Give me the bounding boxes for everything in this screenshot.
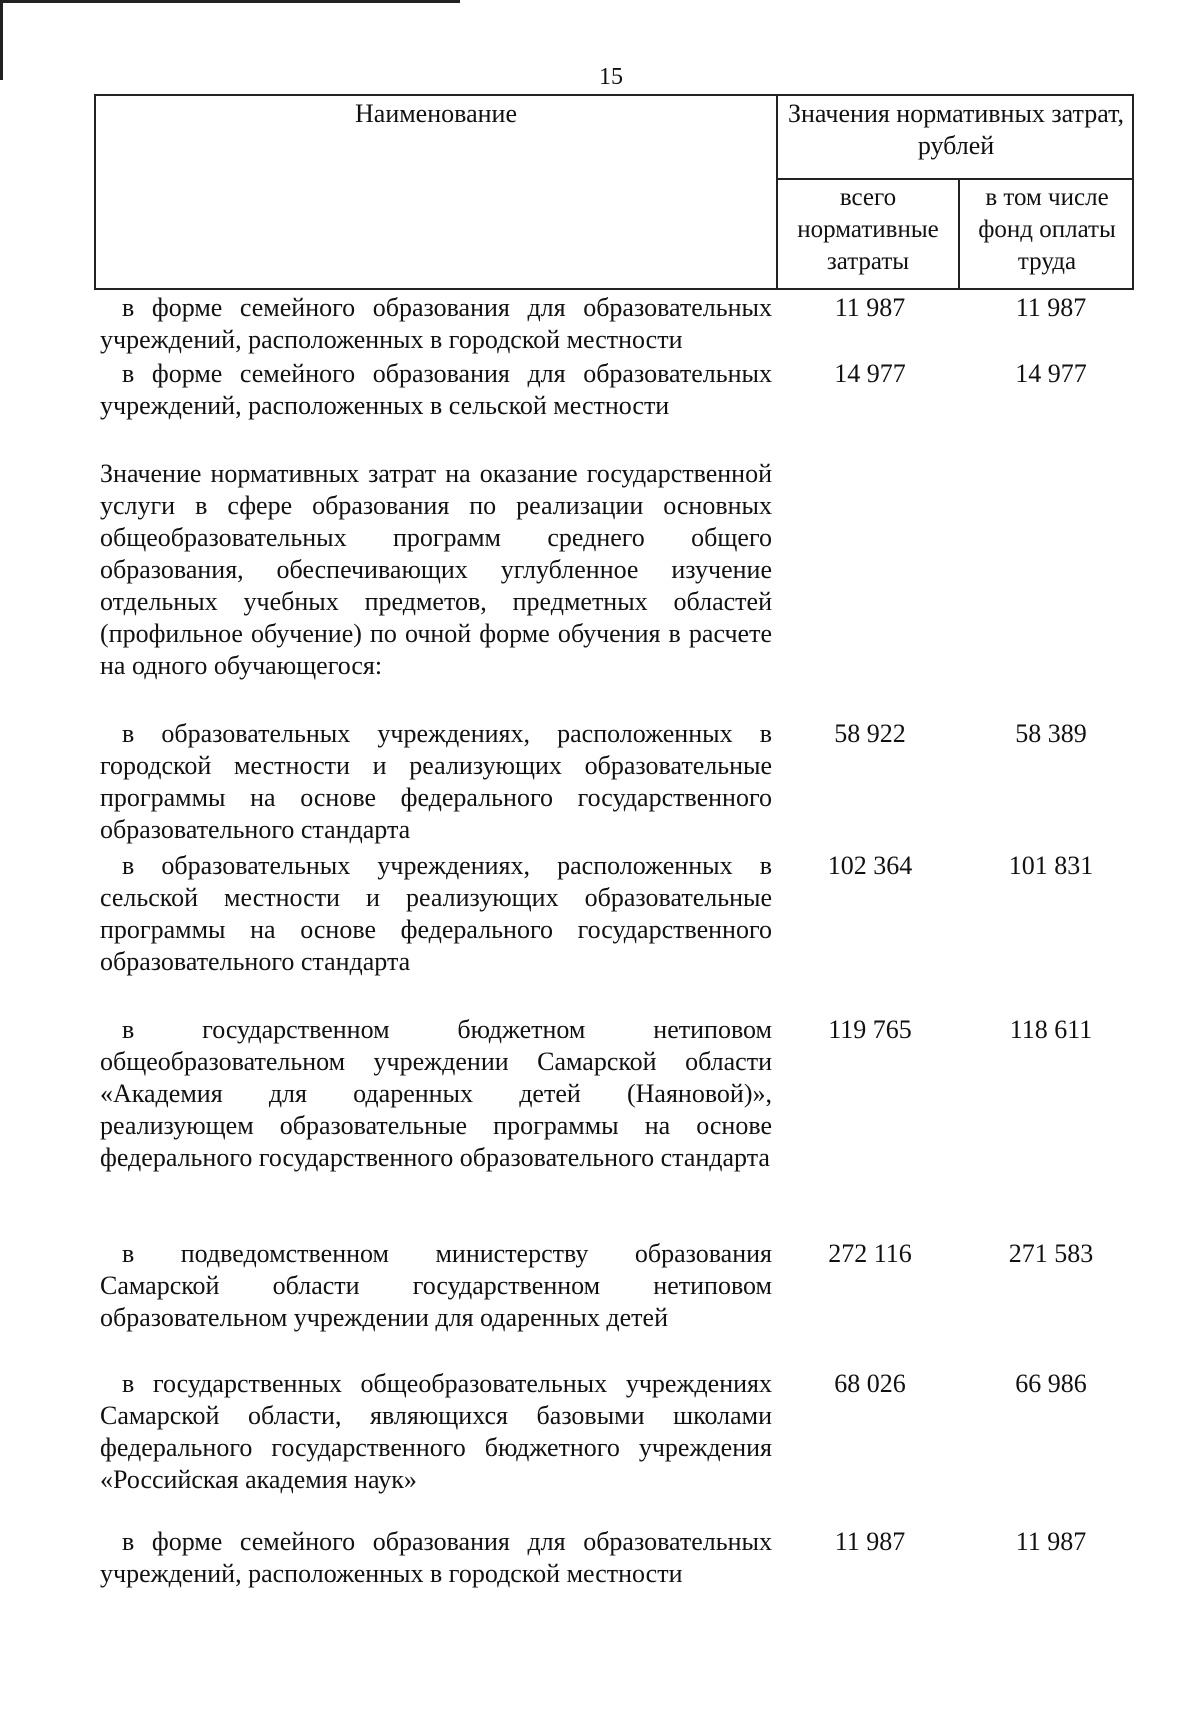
- row-name: в государственных общеобразовательных учреждениях Самарской области, являющихся базовыми школами федерального государственного бюджетного учреждения «Российская академия наук»: [100, 1369, 772, 1494]
- row-name: в форме семейного образования для образовательных учреждений, расположенных в городской местности: [100, 1527, 772, 1588]
- page-number: 15: [599, 64, 623, 90]
- row-name: в образовательных учреждениях, расположенных в городской местности и реализующих образовательные программы на основе федерального государственного образовательного стандарта: [100, 719, 772, 844]
- row-name: в образовательных учреждениях, расположенных в сельской местности и реализующих образовательные программы на основе федерального государственного образовательного стандарта: [100, 851, 772, 976]
- scan-edge-line: [0, 0, 460, 3]
- row-wage: 11 987: [1015, 1527, 1087, 1556]
- row-total: 14 977: [834, 359, 906, 388]
- row-name: в форме семейного образования для образовательных учреждений, расположенных в сельской местности: [100, 359, 772, 420]
- row-wage: 11 987: [1015, 293, 1087, 322]
- row-total: 11 987: [834, 1527, 906, 1556]
- row-total: 11 987: [834, 293, 906, 322]
- section-heading: Значение нормативных затрат на оказание государственной услуги в сфере образования по реализации основных общеобразовательных программ среднего общего образования, обеспечивающих углубленное изучение отдельных учебных предметов, предметных областей (профильное обучение) по очной форме обучения в расчете на одного обучающегося:: [100, 459, 772, 680]
- row-name: в форме семейного образования для образовательных учреждений, расположенных в городской местности: [100, 293, 772, 354]
- row-wage: 58 389: [1015, 719, 1087, 748]
- row-name: в государственном бюджетном нетиповом общеобразовательном учреждении Самарской области «Академия для одаренных детей (Наяновой)», реализующем образовательные программы на основе федерального государственного образовательного стандарта: [100, 1015, 772, 1172]
- row-wage: 101 831: [1008, 851, 1094, 880]
- row-wage: 14 977: [1015, 359, 1087, 388]
- row-wage: 118 611: [1009, 1015, 1093, 1044]
- table-header: [94, 94, 1134, 290]
- row-total: 102 364: [827, 851, 913, 880]
- row-name: в подведомственном министерству образования Самарской области государственном нетиповом образовательном учреждении для одаренных детей: [100, 1239, 772, 1332]
- row-total: 119 765: [828, 1015, 912, 1044]
- header-divider: [776, 178, 1134, 180]
- row-total: 58 922: [834, 719, 906, 748]
- row-total: 68 026: [834, 1369, 906, 1398]
- row-wage: 66 986: [1015, 1369, 1087, 1398]
- header-values-column: Значения нормативных затрат, рублей: [787, 99, 1125, 160]
- row-total: 272 116: [828, 1239, 912, 1268]
- scan-edge-line: [0, 0, 3, 80]
- header-total-column: всего нормативные затраты: [797, 184, 939, 275]
- header-wage-column: в том числе фонд оплаты труда: [978, 184, 1116, 275]
- header-name-column: Наименование: [355, 99, 517, 128]
- row-wage: 271 583: [1008, 1239, 1094, 1268]
